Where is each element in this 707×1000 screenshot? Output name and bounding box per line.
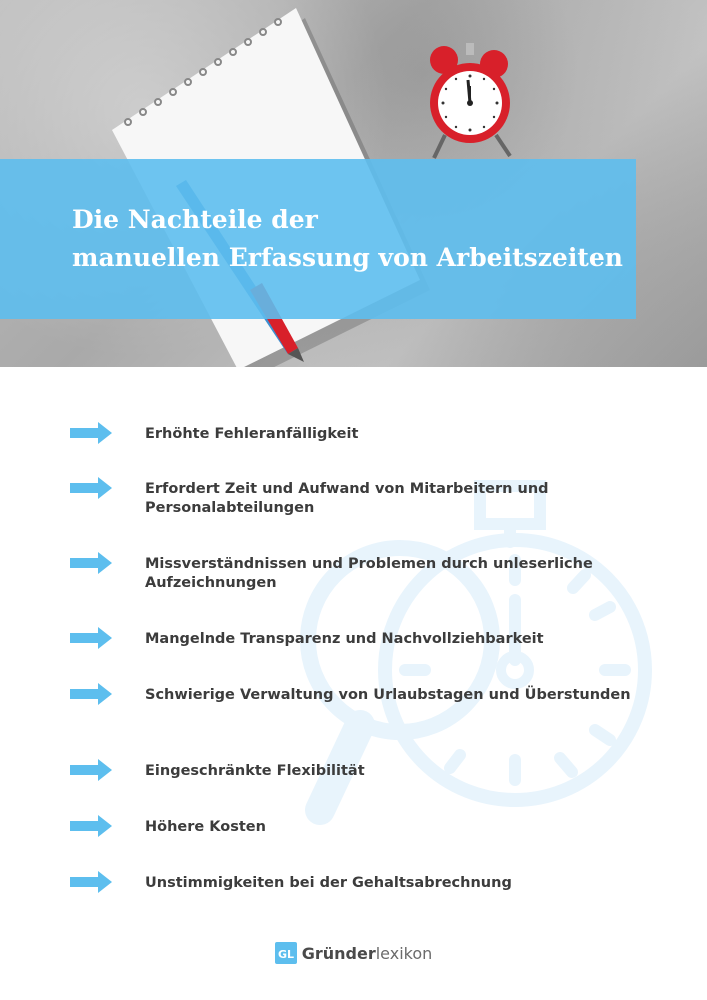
arrow-right-icon	[70, 683, 112, 705]
arrow-right-icon	[70, 759, 112, 781]
title-line-1: Die Nachteile der	[72, 205, 318, 234]
footer-logo	[0, 938, 707, 968]
brand-name-bold: Gründer	[301, 943, 376, 963]
logo-letters: GL	[277, 948, 294, 961]
brand-name-light: lexikon	[375, 943, 433, 963]
arrow-right-icon	[70, 422, 112, 444]
list-item-text: Unstimmigkeiten bei der Gehaltsabrechnung	[145, 875, 512, 891]
list-item-text: Eingeschränkte Flexibilität	[145, 763, 365, 779]
arrow-right-icon	[70, 815, 112, 837]
arrow-right-icon	[70, 552, 112, 574]
arrow-right-icon	[70, 477, 112, 499]
list-item-text: Erhöhte Fehleranfälligkeit	[145, 426, 359, 442]
gruenderlexikon-logo-icon	[275, 942, 297, 964]
list-item-text: Mangelnde Transparenz und Nachvollziehbarkeit	[145, 631, 544, 647]
arrow-right-icon	[70, 871, 112, 893]
list-item-text: Höhere Kosten	[145, 819, 266, 835]
list-item-text: Erfordert Zeit und Aufwand von Mitarbeitern und Personalabteilungen	[145, 481, 549, 516]
title-line-2: manuellen Erfassung von Arbeitszeiten	[72, 243, 623, 272]
list-item-text: Missverständnissen und Problemen durch unleserliche Aufzeichnungen	[145, 556, 593, 591]
arrow-right-icon	[70, 627, 112, 649]
list-item-text: Schwierige Verwaltung von Urlaubstagen und Überstunden	[145, 687, 631, 703]
